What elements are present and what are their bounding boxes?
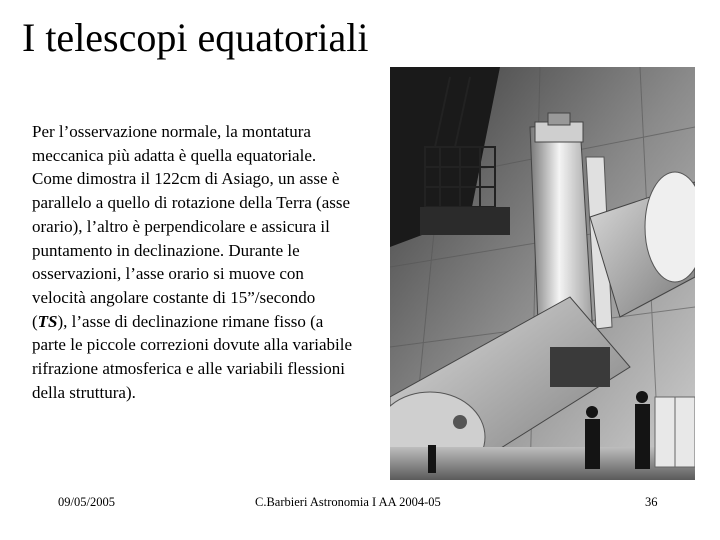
footer-date: 09/05/2005: [58, 495, 115, 509]
slide-title: I telescopi equatoriali: [22, 15, 369, 60]
body-text-after: ), l’asse di declinazione rimane fisso (a parte le piccole correzioni dovute alla variabile rifrazione atmosferica e alle variabili flessioni della struttura).: [32, 311, 353, 402]
telescope-photo: [390, 67, 695, 480]
body-emphasis: TS: [37, 311, 58, 331]
slide-body: [32, 120, 352, 404]
body-text-before: Per l’osservazione normale, la montatura meccanica più adatta è quella equatoriale. Come dimostra il 122cm di Asiago, un asse è parallelo a quello di rotazione della Terra (asse orario), l’altro è perpendicolare e assicura il puntamento in declinazione. Durante le osservazioni, l’asse orario si muove con velocità angolare costante di 15”/secondo (: [32, 122, 351, 331]
footer-source: C.Barbieri Astronomia I AA 2004-05: [255, 495, 441, 509]
footer-page-number: 36: [645, 495, 658, 509]
telescope-illustration: [390, 67, 695, 480]
